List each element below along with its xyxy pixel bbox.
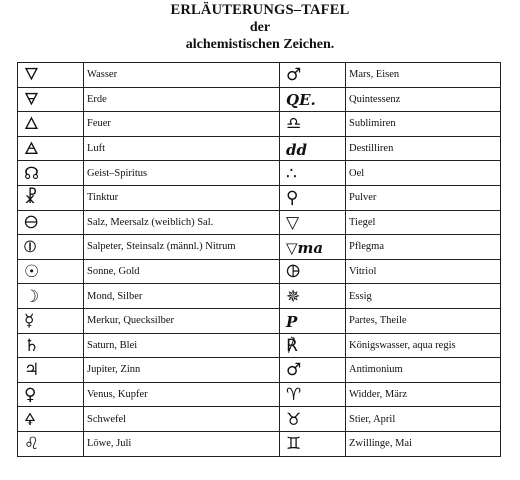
left-label-cell: Salz, Meersalz (weiblich) Sal. xyxy=(84,210,280,235)
table-row xyxy=(18,333,501,358)
symbol-table xyxy=(17,62,501,457)
left-label-cell: Luft xyxy=(84,136,280,161)
table-row xyxy=(18,161,501,186)
right-label-cell: Oel xyxy=(346,161,501,186)
left-symbol-icon: ♄ xyxy=(24,335,40,356)
right-symbol-cell xyxy=(280,87,346,112)
left-symbol-cell xyxy=(18,87,84,112)
right-symbol-icon: ⚲ xyxy=(286,188,299,209)
right-symbol-cell xyxy=(280,382,346,407)
right-symbol-icon: ♂ xyxy=(286,360,302,381)
page-subtitle: alchemistischen Zeichen. xyxy=(185,37,335,52)
right-label-cell: Sublimiren xyxy=(346,112,501,137)
left-symbol-icon: ♀ xyxy=(24,385,37,406)
right-label-cell: Tiegel xyxy=(346,210,501,235)
right-symbol-icon: dd xyxy=(286,140,307,159)
left-label-cell: Sonne, Gold xyxy=(84,259,280,284)
left-symbol-icon: ☿ xyxy=(24,311,35,332)
left-label-cell: Wasser xyxy=(84,63,280,88)
left-symbol-icon: ♌ xyxy=(24,434,40,455)
right-symbol-cell xyxy=(280,161,346,186)
right-label-cell: Pflegma xyxy=(346,235,501,260)
left-symbol-icon: ☊ xyxy=(24,163,40,184)
right-symbol-icon: ▽ xyxy=(286,212,300,233)
left-label-cell: Geist–Spiritus xyxy=(84,161,280,186)
table-row xyxy=(18,136,501,161)
left-symbol-icon: ☽ xyxy=(24,286,40,307)
page-title-block xyxy=(0,2,520,53)
right-symbol-icon: ✵ xyxy=(286,286,301,307)
right-label-cell: Mars, Eisen xyxy=(346,63,501,88)
right-symbol-icon: ♈ xyxy=(286,385,302,406)
right-symbol-cell xyxy=(280,284,346,309)
left-symbol-icon: 🜃 xyxy=(24,89,39,110)
table-row xyxy=(18,63,501,88)
right-label-cell: Destilliren xyxy=(346,136,501,161)
left-label-cell: Jupiter, Zinn xyxy=(84,358,280,383)
table-row xyxy=(18,431,501,456)
left-symbol-cell xyxy=(18,259,84,284)
left-symbol-icon: ☧ xyxy=(24,188,38,209)
left-label-cell: Mond, Silber xyxy=(84,284,280,309)
table-row xyxy=(18,112,501,137)
left-label-cell: Venus, Kupfer xyxy=(84,382,280,407)
left-symbol-cell xyxy=(18,407,84,432)
left-symbol-cell xyxy=(18,235,84,260)
right-symbol-cell xyxy=(280,235,346,260)
right-label-cell: Stier, April xyxy=(346,407,501,432)
right-label-cell: Pulver xyxy=(346,185,501,210)
table-row xyxy=(18,259,501,284)
right-symbol-icon: ▽ma xyxy=(286,238,324,257)
right-label-cell: Zwillinge, Mai xyxy=(346,431,501,456)
right-label-cell: Partes, Theile xyxy=(346,308,501,333)
left-symbol-icon: 🜂 xyxy=(24,114,39,135)
left-symbol-icon: 🜄 xyxy=(24,65,39,86)
right-symbol-icon: QE. xyxy=(286,91,316,110)
right-label-cell: Antimonium xyxy=(346,358,501,383)
right-label-cell: Königswasser, aqua regis xyxy=(346,333,501,358)
left-symbol-cell xyxy=(18,431,84,456)
right-label-cell: Quintessenz xyxy=(346,87,501,112)
left-symbol-cell xyxy=(18,161,84,186)
left-label-cell: Erde xyxy=(84,87,280,112)
left-symbol-icon: ⦶ xyxy=(24,237,37,258)
right-symbol-icon: ∴ xyxy=(286,163,297,184)
left-symbol-icon: ☉ xyxy=(24,262,40,283)
right-symbol-cell xyxy=(280,63,346,88)
right-symbol-icon: ♉ xyxy=(286,409,302,430)
symbol-table-body xyxy=(18,63,501,457)
right-symbol-icon: ♂ xyxy=(286,65,302,86)
left-symbol-cell xyxy=(18,333,84,358)
right-symbol-cell xyxy=(280,210,346,235)
right-symbol-cell xyxy=(280,407,346,432)
right-symbol-cell xyxy=(280,259,346,284)
right-label-cell: Essig xyxy=(346,284,501,309)
left-label-cell: Salpeter, Steinsalz (männl.) Nitrum xyxy=(84,235,280,260)
right-label-cell: Widder, März xyxy=(346,382,501,407)
table-row xyxy=(18,210,501,235)
table-row xyxy=(18,382,501,407)
page-subtitle-der: der xyxy=(249,20,271,35)
left-symbol-icon: 🜔 xyxy=(24,212,39,233)
left-label-cell: Feuer xyxy=(84,112,280,137)
table-row xyxy=(18,407,501,432)
left-label-cell: Saturn, Blei xyxy=(84,333,280,358)
left-symbol-cell xyxy=(18,382,84,407)
left-symbol-cell xyxy=(18,284,84,309)
left-symbol-cell xyxy=(18,185,84,210)
table-row xyxy=(18,358,501,383)
right-symbol-icon: P xyxy=(286,312,298,331)
right-symbol-icon: ℟ xyxy=(286,335,298,356)
table-row xyxy=(18,185,501,210)
left-symbol-icon: ♃ xyxy=(24,360,40,381)
right-symbol-cell xyxy=(280,431,346,456)
left-label-cell: Schwefel xyxy=(84,407,280,432)
right-symbol-icon: ♎ xyxy=(286,114,302,135)
left-symbol-cell xyxy=(18,358,84,383)
left-label-cell: Merkur, Quecksilber xyxy=(84,308,280,333)
right-symbol-cell xyxy=(280,308,346,333)
left-symbol-cell xyxy=(18,63,84,88)
table-row xyxy=(18,284,501,309)
right-symbol-icon: ♊ xyxy=(286,434,302,455)
right-symbol-cell xyxy=(280,185,346,210)
left-symbol-cell xyxy=(18,308,84,333)
right-symbol-cell xyxy=(280,358,346,383)
table-row xyxy=(18,308,501,333)
page-title: ERLÄUTERUNGS–TAFEL xyxy=(170,2,350,18)
left-symbol-icon: 🜍 xyxy=(24,409,36,430)
left-label-cell: Löwe, Juli xyxy=(84,431,280,456)
right-symbol-cell xyxy=(280,112,346,137)
table-row xyxy=(18,235,501,260)
left-symbol-icon: 🜁 xyxy=(24,139,39,160)
left-symbol-cell xyxy=(18,210,84,235)
right-label-cell: Vitriol xyxy=(346,259,501,284)
right-symbol-cell xyxy=(280,333,346,358)
table-row xyxy=(18,87,501,112)
right-symbol-icon: 🜖 xyxy=(286,262,301,283)
left-symbol-cell xyxy=(18,136,84,161)
right-symbol-cell xyxy=(280,136,346,161)
left-symbol-cell xyxy=(18,112,84,137)
left-label-cell: Tinktur xyxy=(84,185,280,210)
